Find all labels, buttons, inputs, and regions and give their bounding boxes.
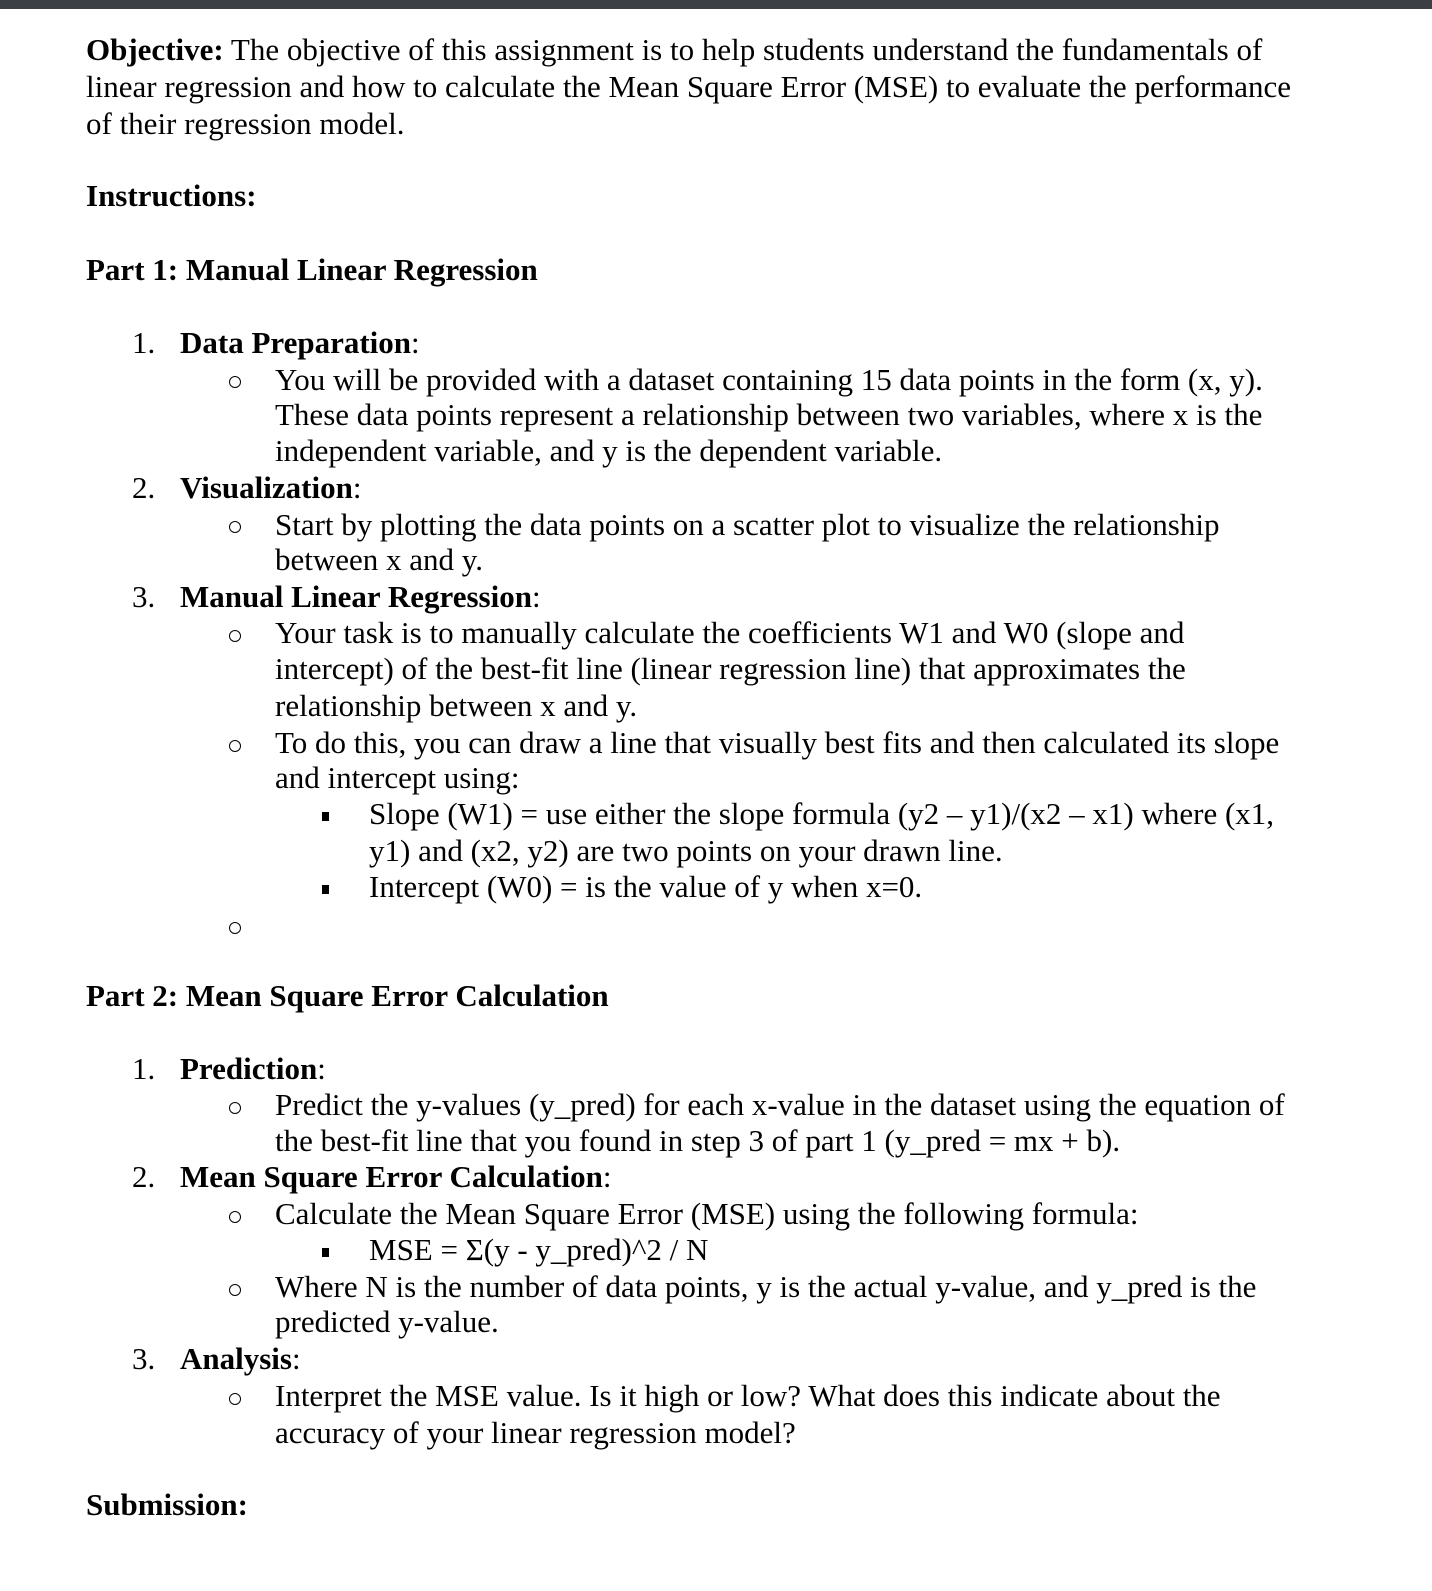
square-bullet-icon xyxy=(322,812,329,821)
empty-bullet-icon xyxy=(229,922,241,934)
objective-text-1: The objective of this assignment is to help students understand the fundamentals of xyxy=(223,32,1263,67)
part1-item3-bullet1-line3: relationship between x and y. xyxy=(275,688,638,723)
part2-item3-bullet1-line2: accuracy of your linear regression model? xyxy=(275,1415,796,1450)
colon: : xyxy=(317,1051,326,1086)
part1-item3-bullet2-line1: To do this, you can draw a line that visually best fits and then calculated its slope xyxy=(275,725,1280,760)
part2-item2-bullet2-line2: predicted y-value. xyxy=(275,1304,499,1339)
colon: : xyxy=(411,325,420,360)
part1-item1-bullet1-line1: You will be provided with a dataset containing 15 data points in the form (x, y). xyxy=(275,362,1263,397)
part1-item3-bullet2-line2: and intercept using: xyxy=(275,760,520,795)
part1-item1-number: 1. xyxy=(132,325,156,360)
hollow-bullet-icon xyxy=(229,1284,241,1296)
part1-item2-number: 2. xyxy=(132,470,156,505)
viewer-top-bar xyxy=(0,0,1432,9)
part2-item1-bullet1-line1: Predict the y-values (y_pred) for each x-value in the dataset using the equation of xyxy=(275,1087,1285,1122)
part1-heading: Part 1: Manual Linear Regression xyxy=(86,252,538,287)
part1-item3-sub1-line1: Slope (W1) = use either the slope formula (y2 – y1)/(x2 – x1) where (x1, xyxy=(369,796,1275,831)
part1-item3-number: 3. xyxy=(132,579,156,614)
colon: : xyxy=(531,579,541,614)
part2-item3-heading xyxy=(180,1341,301,1377)
part2-item2-bullet2-line1: Where N is the number of data points, y is the actual y-value, and y_pred is the xyxy=(275,1269,1257,1304)
part2-item1-title: Prediction xyxy=(180,1051,318,1086)
part1-item1-title: Data Preparation xyxy=(180,325,412,360)
square-bullet-icon xyxy=(322,1248,329,1257)
part2-item3-number: 3. xyxy=(132,1341,156,1376)
part2-item2-heading xyxy=(180,1159,611,1195)
part2-heading: Part 2: Mean Square Error Calculation xyxy=(86,978,609,1013)
part2-item1-heading xyxy=(180,1051,326,1087)
hollow-bullet-icon xyxy=(229,376,241,388)
colon: : xyxy=(602,1159,612,1194)
part1-item3-bullet1-line1: Your task is to manually calculate the coefficients W1 and W0 (slope and xyxy=(275,615,1185,650)
part1-item2-title: Visualization xyxy=(180,470,353,505)
objective-line-1 xyxy=(86,32,1262,68)
hollow-bullet-icon xyxy=(229,1393,241,1405)
part1-item3-sub2-line1: Intercept (W0) = is the value of y when x=0. xyxy=(369,869,923,904)
submission-heading: Submission: xyxy=(86,1487,248,1522)
part1-item3-heading xyxy=(180,579,541,615)
part1-item2-bullet1-line2: between x and y. xyxy=(275,542,484,577)
square-bullet-icon xyxy=(322,885,329,894)
part2-item3-title: Analysis xyxy=(180,1341,292,1376)
objective-line-2: linear regression and how to calculate the Mean Square Error (MSE) to evaluate the performance xyxy=(86,69,1292,104)
hollow-bullet-icon xyxy=(229,521,241,533)
hollow-bullet-icon xyxy=(229,1211,241,1223)
instructions-heading: Instructions: xyxy=(86,178,257,213)
part2-item1-number: 1. xyxy=(132,1051,156,1086)
part1-item2-bullet1-line1: Start by plotting the data points on a scatter plot to visualize the relationship xyxy=(275,507,1220,542)
mse-formula: MSE = Σ(y - y_pred)^2 / N xyxy=(369,1232,709,1267)
hollow-bullet-icon xyxy=(229,740,241,752)
hollow-bullet-icon xyxy=(229,630,241,642)
part2-item2-title: Mean Square Error Calculation xyxy=(180,1159,603,1194)
hollow-bullet-icon xyxy=(229,1102,241,1114)
part1-item3-bullet1-line2: intercept) of the best-fit line (linear regression line) that approximates the xyxy=(275,651,1186,686)
part2-item1-bullet1-line2: the best-fit line that you found in step 3 of part 1 (y_pred = mx + b). xyxy=(275,1123,1121,1158)
part2-item3-bullet1-line1: Interpret the MSE value. Is it high or low? What does this indicate about the xyxy=(275,1378,1221,1413)
part2-item2-bullet1-line1: Calculate the Mean Square Error (MSE) using the following formula: xyxy=(275,1196,1139,1231)
part1-item1-bullet1-line2: These data points represent a relationship between two variables, where x is the xyxy=(275,397,1263,432)
part1-item1-heading xyxy=(180,325,420,361)
part1-item2-heading xyxy=(180,470,361,506)
part1-item1-bullet1-line3: independent variable, and y is the dependent variable. xyxy=(275,433,943,468)
colon: : xyxy=(352,470,362,505)
part1-item3-sub1-line2: y1) and (x2, y2) are two points on your drawn line. xyxy=(369,833,1003,868)
part2-item2-number: 2. xyxy=(132,1159,156,1194)
part1-item3-title: Manual Linear Regression xyxy=(180,579,532,614)
objective-line-3: of their regression model. xyxy=(86,106,405,141)
objective-label: Objective: xyxy=(86,32,224,67)
colon: : xyxy=(291,1341,301,1376)
